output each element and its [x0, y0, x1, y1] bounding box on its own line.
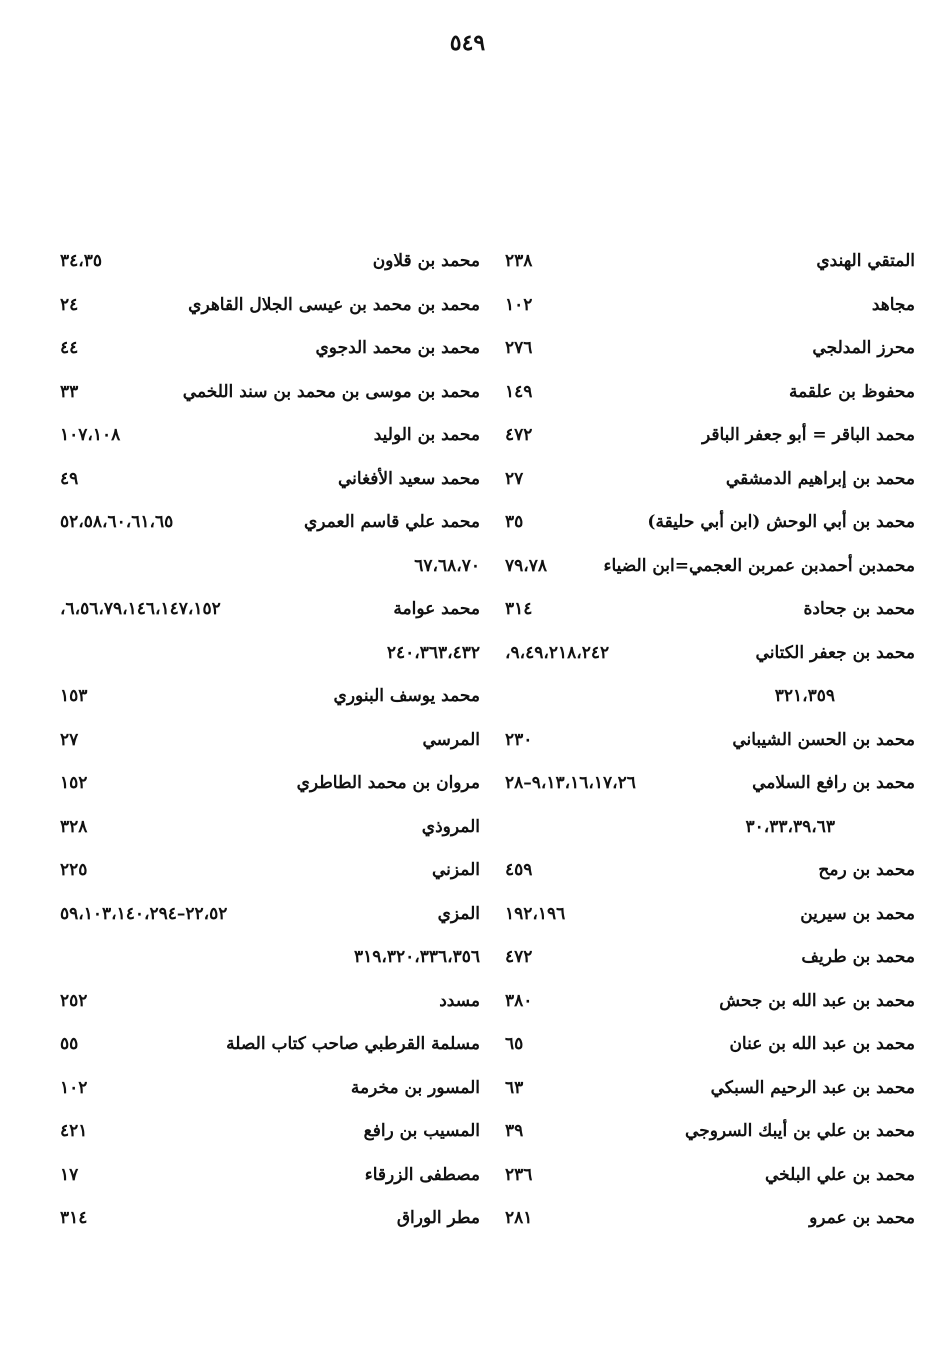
entry-pages-continued: ٣٠،٣٣،٣٩،٦٣ — [745, 816, 835, 837]
index-entry — [505, 327, 915, 371]
entry-pages: ٣١٤ — [505, 599, 533, 619]
entry-pages: ٢٣٠ — [505, 729, 533, 750]
entry-pages: ٣٤،٣٥ — [60, 251, 103, 271]
entry-pages-continued: ٣٢١،٣٥٩ — [774, 686, 835, 706]
entry-name: محمد بن محمد الدجوي — [315, 338, 480, 358]
entry-name: محمد بن الحسن الشيباني — [732, 729, 915, 750]
index-entry — [60, 806, 480, 850]
index-entry — [60, 1110, 480, 1154]
entry-name: محمد بن طريف — [801, 947, 915, 967]
entry-name: المسور بن مخرمة — [350, 1077, 480, 1098]
entry-pages: ٣١٤ — [60, 1208, 88, 1228]
entry-pages: ٢٣٦ — [505, 1164, 533, 1185]
entry-name: محمد بن أبي الوحش (ابن أبي حليقة) — [647, 512, 915, 532]
index-entry-continuation — [70, 632, 480, 676]
entry-pages: ٣٢٨ — [60, 816, 88, 837]
entry-pages: ٣٨٠ — [505, 990, 533, 1011]
entry-pages: ٤٧٢ — [505, 425, 533, 445]
index-entry — [60, 501, 480, 545]
entry-pages: ٦٣ — [505, 1077, 524, 1098]
entry-pages: ١٥٣ — [60, 686, 88, 706]
index-entry — [505, 762, 915, 806]
entry-pages: ٣٣ — [60, 381, 79, 402]
page-number: ٥٤٩ — [449, 30, 486, 56]
entry-pages: ٩،١٣،١٦،١٧،٢٦–٢٨ — [505, 773, 636, 793]
index-entry — [505, 1154, 915, 1198]
index-entry-continuation — [70, 936, 480, 980]
entry-pages: ١٠٢ — [60, 1077, 88, 1098]
index-entry — [505, 719, 915, 763]
entry-pages: ٣٩ — [505, 1121, 524, 1141]
index-entry — [60, 284, 480, 328]
index-entry — [60, 588, 480, 632]
index-entry — [60, 1023, 480, 1067]
index-entry — [60, 458, 480, 502]
entry-pages: ٢٨١ — [505, 1208, 533, 1228]
index-entry — [505, 588, 915, 632]
index-entry — [60, 240, 480, 284]
index-entry — [60, 980, 480, 1024]
entry-name: محمد بن رمح — [818, 860, 915, 880]
index-entry — [60, 1067, 480, 1111]
entry-pages: ٢٣٨ — [505, 251, 533, 271]
entry-pages: ٤٤ — [60, 338, 79, 358]
entry-name: محمد بن علي بن أيبك السروجي — [685, 1121, 915, 1141]
entry-name: محفوظ بن علقمة — [788, 381, 915, 402]
index-entry — [60, 675, 480, 719]
index-entry — [505, 501, 915, 545]
entry-name: محمد علي قاسم العمري — [303, 512, 480, 532]
index-entry — [60, 1197, 480, 1241]
entry-pages: ٢٢٥ — [60, 860, 88, 880]
entry-pages: ١٩٢،١٩٦ — [505, 903, 566, 924]
entry-pages: ٢٥٢ — [60, 990, 88, 1011]
index-entry — [505, 1023, 915, 1067]
index-entry-continuation — [70, 545, 480, 589]
entry-name: محمد الباقر = أبو جعفر الباقر — [701, 425, 915, 445]
index-entry — [505, 980, 915, 1024]
index-entry — [60, 327, 480, 371]
entry-name: محرز المدلجي — [812, 338, 915, 358]
index-entry — [505, 371, 915, 415]
index-entry — [505, 240, 915, 284]
entry-pages: ٢٢،٥٢–٥٩،١٠٣،١٤٠،٢٩٤ — [60, 903, 228, 924]
entry-pages: ٥٢،٥٨،٦٠،٦١،٦٥ — [60, 512, 174, 532]
entry-pages: ٤٢١ — [60, 1121, 88, 1141]
index-entry — [60, 719, 480, 763]
entry-pages: ١٧ — [60, 1164, 79, 1185]
entry-name: محمد بن سيرين — [800, 903, 915, 924]
entry-name: محمد بن محمد بن عيسى الجلال القاهري — [188, 294, 480, 315]
entry-name: المزي — [437, 903, 480, 924]
entry-pages: ١٠٢ — [505, 294, 533, 315]
entry-name: محمد بن موسى بن محمد بن سند اللخمي — [182, 381, 480, 402]
entry-name: محمد يوسف البنوري — [333, 686, 480, 706]
entry-pages-continued: ٣١٩،٣٢٠،٣٣٦،٣٥٦ — [353, 947, 480, 967]
entry-pages: ٦،٥٦،٧٩،١٤٦،١٤٧،١٥٢، — [60, 599, 221, 619]
entry-name: محمد بن قلاون — [372, 251, 480, 271]
entry-pages: ٤٩ — [60, 468, 79, 489]
entry-name: المرسي — [422, 729, 480, 750]
entry-pages: ٢٧٦ — [505, 338, 533, 358]
index-entry — [505, 284, 915, 328]
entry-name: مجاهد — [871, 294, 915, 315]
entry-name: محمد سعيد الأفغاني — [338, 468, 480, 489]
index-column-right — [505, 240, 915, 1241]
entry-name: محمدبن أحمدبن عمربن العجمي=ابن الضياء — [603, 555, 915, 576]
entry-pages: ٥٥ — [60, 1034, 79, 1054]
index-column-left — [60, 240, 480, 1241]
entry-name: المزني — [431, 860, 480, 880]
entry-name: محمد بن عبد الرحيم السبكي — [710, 1077, 915, 1098]
entry-name: محمد بن عمرو — [809, 1208, 915, 1228]
entry-name: محمد بن رافع السلامي — [752, 773, 915, 793]
index-entry — [60, 762, 480, 806]
index-entry-continuation — [505, 675, 915, 719]
entry-name: مطر الوراق — [396, 1208, 480, 1228]
entry-pages: ٦٥ — [505, 1034, 524, 1054]
index-entry — [60, 1154, 480, 1198]
entry-pages: ٤٧٢ — [505, 947, 533, 967]
index-entry — [505, 849, 915, 893]
entry-pages: ٢٤ — [60, 294, 79, 315]
index-entry — [505, 893, 915, 937]
entry-pages: ٢٧ — [60, 729, 79, 750]
index-entry — [505, 936, 915, 980]
entry-name: محمد بن عبد الله بن جحش — [719, 990, 915, 1011]
entry-name: مصطفى الزرقاء — [364, 1164, 480, 1185]
entry-name: محمد بن الوليد — [373, 425, 480, 445]
entry-pages: ١٤٩ — [505, 381, 533, 402]
entry-pages: ١٠٧،١٠٨ — [60, 425, 121, 445]
entry-pages-continued: ٢٤٠،٣٦٣،٤٣٢ — [386, 642, 480, 663]
index-entry — [505, 458, 915, 502]
index-entry — [505, 414, 915, 458]
index-entry — [505, 632, 915, 676]
index-entry — [60, 849, 480, 893]
entry-pages: ٣٥ — [505, 512, 524, 532]
entry-pages: ٢٧ — [505, 468, 524, 489]
index-entry — [60, 414, 480, 458]
entry-name: المتقي الهندي — [816, 251, 915, 271]
entry-pages: ١٥٢ — [60, 773, 88, 793]
index-entry — [505, 1110, 915, 1154]
index-entry — [505, 1197, 915, 1241]
entry-name: المسيب بن رافع — [363, 1121, 480, 1141]
index-entry-continuation — [505, 806, 915, 850]
entry-name: محمد عوامة — [393, 599, 480, 619]
index-entry — [505, 1067, 915, 1111]
index-entry — [60, 893, 480, 937]
index-entry — [60, 371, 480, 415]
entry-name: محمد بن عبد الله بن عنان — [729, 1034, 915, 1054]
entry-name: محمد بن إبراهيم الدمشقي — [725, 468, 915, 489]
entry-pages: ٩،٤٩،٢١٨،٢٤٢، — [505, 642, 610, 663]
entry-name: مروان بن محمد الطاطري — [296, 773, 480, 793]
entry-name: مسلمة القرطبي صاحب كتاب الصلة — [226, 1034, 480, 1054]
entry-name: مسدد — [439, 990, 480, 1011]
entry-name: محمد بن جعفر الكتاني — [755, 642, 915, 663]
entry-name: محمد بن علي البلخي — [764, 1164, 915, 1185]
entry-pages-continued: ٦٧،٦٨،٧٠ — [414, 555, 480, 576]
entry-name: المروذي — [421, 816, 480, 837]
index-entry — [505, 545, 915, 589]
entry-name: محمد بن جحادة — [803, 599, 915, 619]
entry-pages: ٧٩،٧٨ — [505, 555, 548, 576]
entry-pages: ٤٥٩ — [505, 860, 533, 880]
